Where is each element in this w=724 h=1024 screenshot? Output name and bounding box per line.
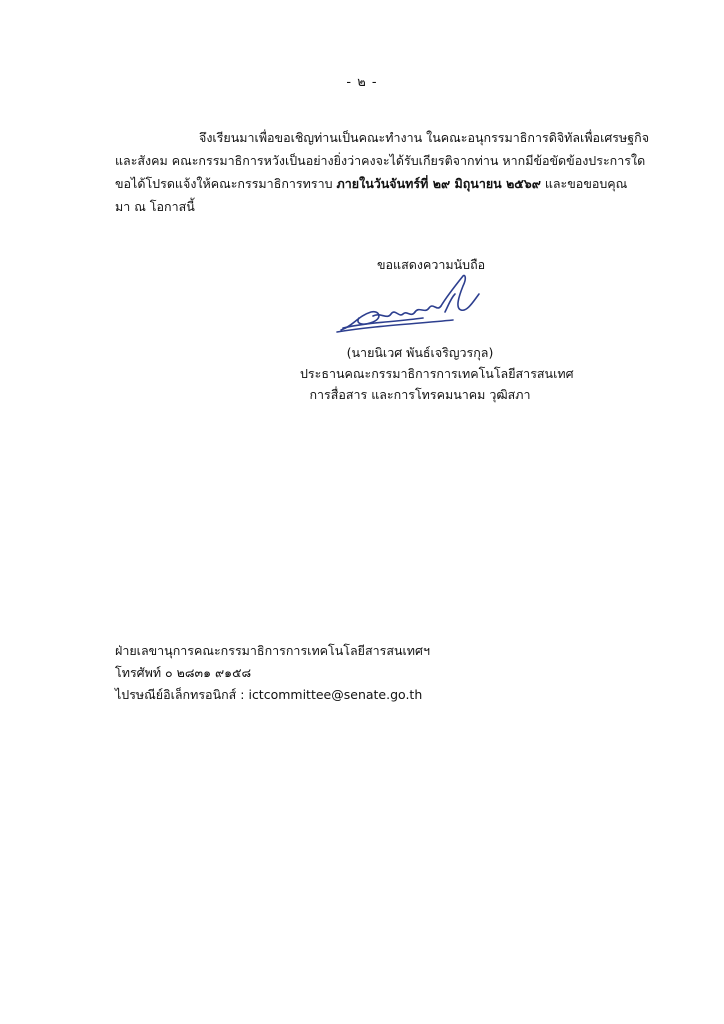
footer-phone: โทรศัพท์ ๐ ๒๘๓๑ ๙๑๕๘ [115,665,252,680]
body-line: จึงเรียนมาเพื่อขอเชิญท่านเป็นคณะทำงาน ในคณะอนุกรรมาธิการดิจิทัลเพื่อเศรษฐกิจ [199,130,650,145]
body-line: มา ณ โอกาสนี้ [115,199,195,214]
deadline-text: ภายในวันจันทร์ที่ ๒๙ มิถุนายน ๒๕๖๙ [336,176,541,191]
body-line: และสังคม คณะกรรมาธิการหวังเป็นอย่างยิ่งว่าคงจะได้รับเกียรติจากท่าน หากมีข้อขัดข้องประการใด [115,153,646,168]
signer-position: ประธานคณะกรรมาธิการการเทคโนโลยีสารสนเทศ [300,366,574,381]
footer-contact [115,640,430,706]
body-line-deadline [115,172,628,195]
handwritten-signature [333,268,493,338]
body-text: และขอขอบคุณ [540,176,628,191]
signer-position: การสื่อสาร และการโทรคมนาคม วุฒิสภา [309,387,531,402]
footer-office: ฝ่ายเลขานุการคณะกรรมาธิการการเทคโนโลยีสารสนเทศฯ [115,643,431,658]
page-number: - ๒ - [346,75,378,90]
signer-name: (นายนิเวศ พันธ์เจริญวรกุล) [346,345,494,360]
signer-block [300,342,574,405]
body-text: ขอได้โปรดแจ้งให้คณะกรรมาธิการทราบ [115,176,337,191]
footer-email: ไปรษณีย์อิเล็กทรอนิกส์ : ictcommittee@senate.go.th [115,687,423,702]
closing-salutation: ขอแสดงความนับถือ [377,257,486,272]
body-paragraph [115,126,650,218]
